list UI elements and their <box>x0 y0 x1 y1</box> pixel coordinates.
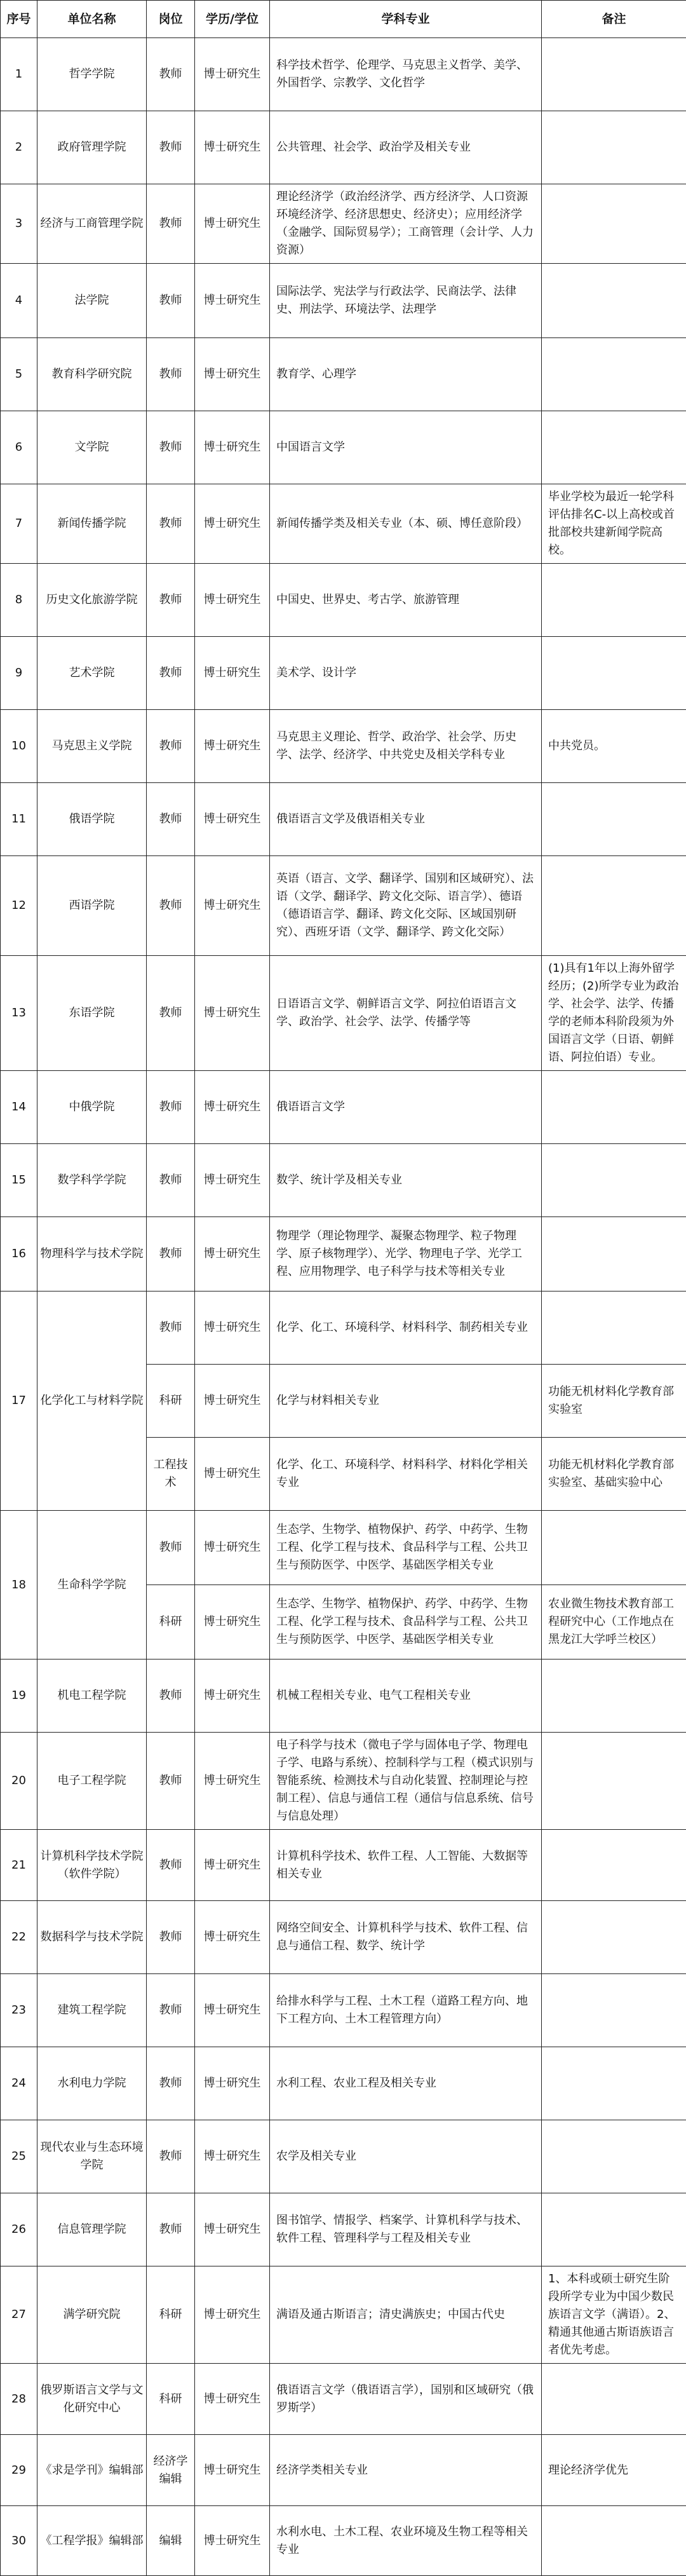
row-unit: 俄罗斯语言文学与文化研究中心 <box>37 2364 147 2435</box>
row-degree: 博士研究生 <box>195 2266 270 2364</box>
row-degree: 博士研究生 <box>195 264 270 338</box>
row-major: 理论经济学（政治经济学、西方经济学、人口资源环境经济学、经济思想史、经济史）；应用经济学（金融学、国际贸易学）；工商管理（会计学、人力资源） <box>270 184 542 264</box>
row-degree: 博士研究生 <box>195 1974 270 2047</box>
row-note <box>542 1901 686 1974</box>
row-no: 29 <box>1 2435 37 2506</box>
row-no: 8 <box>1 564 37 637</box>
row-note <box>542 1511 686 1585</box>
row-unit: 电子工程学院 <box>37 1733 147 1830</box>
row-no: 5 <box>1 338 37 411</box>
row-no: 6 <box>1 411 37 484</box>
row-no: 11 <box>1 783 37 856</box>
row-major: 给排水科学与工程、土木工程（道路工程方向、地下工程方向、土木工程管理方向） <box>270 1974 542 2047</box>
row-unit: 历史文化旅游学院 <box>37 564 147 637</box>
row-degree: 博士研究生 <box>195 411 270 484</box>
row-major: 电子科学与技术（微电子学与固体电子学、物理电子学、电路与系统）、控制科学与工程（模式识别与智能系统、检测技术与自动化装置、控制理论与控制工程）、信息与通信工程（通信与信息系统、信号与信息处理） <box>270 1733 542 1830</box>
row-no: 12 <box>1 856 37 956</box>
row-unit: 数据科学与技术学院 <box>37 1901 147 1974</box>
table-header-row <box>1 1 686 38</box>
table-row <box>1 564 686 637</box>
row-major: 化学、化工、环境科学、材料科学、制药相关专业 <box>270 1291 542 1365</box>
row-unit: 经济与工商管理学院 <box>37 184 147 264</box>
row-unit: 俄语学院 <box>37 783 147 856</box>
row-no: 21 <box>1 1830 37 1901</box>
row-post: 教师 <box>147 1974 195 2047</box>
row-major: 水利工程、农业工程及相关专业 <box>270 2047 542 2120</box>
row-no: 26 <box>1 2193 37 2266</box>
row-major: 化学与材料相关专业 <box>270 1365 542 1438</box>
row-post: 教师 <box>147 484 195 564</box>
row-note <box>542 338 686 411</box>
row-no: 18 <box>1 1511 37 1659</box>
row-unit: 机电工程学院 <box>37 1659 147 1733</box>
table-row <box>1 1071 686 1144</box>
row-no: 22 <box>1 1901 37 1974</box>
row-degree: 博士研究生 <box>195 484 270 564</box>
row-degree: 博士研究生 <box>195 1585 270 1659</box>
table-row <box>1 111 686 184</box>
row-post: 科研 <box>147 1365 195 1438</box>
row-degree: 博士研究生 <box>195 856 270 956</box>
row-degree: 博士研究生 <box>195 637 270 710</box>
row-unit: 政府管理学院 <box>37 111 147 184</box>
row-major: 英语（语言、文学、翻译学、国别和区域研究）、法语（文学、翻译学、跨文化交际、语言学）、德语（德语语言学、翻译、跨文化交际、区域国别研究）、西班牙语（文学、翻译学、跨文化交际） <box>270 856 542 956</box>
row-major: 马克思主义理论、哲学、政治学、社会学、历史学、法学、经济学、中共党史及相关学科专业 <box>270 710 542 783</box>
header-note: 备注 <box>542 1 686 38</box>
row-note <box>542 2193 686 2266</box>
row-post: 科研 <box>147 2266 195 2364</box>
header-unit: 单位名称 <box>37 1 147 38</box>
row-degree: 博士研究生 <box>195 2506 270 2576</box>
row-degree: 博士研究生 <box>195 2435 270 2506</box>
row-degree: 博士研究生 <box>195 1217 270 1291</box>
table-row <box>1 2193 686 2266</box>
table-row <box>1 1217 686 1291</box>
row-note <box>542 564 686 637</box>
row-no: 14 <box>1 1071 37 1144</box>
row-note <box>542 856 686 956</box>
row-note: 1、本科或硕士研究生阶段所学专业为中国少数民族语言文学（满语）。2、精通其他通古斯语族语言者优先考虑。 <box>542 2266 686 2364</box>
table-row <box>1 2435 686 2506</box>
row-major: 水利水电、土木工程、农业环境及生物工程等相关专业 <box>270 2506 542 2576</box>
row-degree: 博士研究生 <box>195 1511 270 1585</box>
row-major: 俄语语言文学（俄语语言学），国别和区域研究（俄罗斯学） <box>270 2364 542 2435</box>
row-no: 23 <box>1 1974 37 2047</box>
row-post: 教师 <box>147 1830 195 1901</box>
table-row <box>1 264 686 338</box>
row-note <box>542 1217 686 1291</box>
row-unit: 中俄学院 <box>37 1071 147 1144</box>
row-post: 科研 <box>147 1585 195 1659</box>
row-degree: 博士研究生 <box>195 38 270 111</box>
row-major: 机械工程相关专业、电气工程相关专业 <box>270 1659 542 1733</box>
row-major: 生态学、生物学、植物保护、药学、中药学、生物工程、化学工程与技术、食品科学与工程、公共卫生与预防医学、中医学、基础医学相关专业 <box>270 1585 542 1659</box>
row-no: 10 <box>1 710 37 783</box>
row-degree: 博士研究生 <box>195 2364 270 2435</box>
row-note: 毕业学校为最近一轮学科评估排名C-以上高校或首批部校共建新闻学院高校。 <box>542 484 686 564</box>
table-row <box>1 1144 686 1217</box>
row-major: 计算机科学技术、软件工程、人工智能、大数据等相关专业 <box>270 1830 542 1901</box>
row-no: 16 <box>1 1217 37 1291</box>
header-degree: 学历/学位 <box>195 1 270 38</box>
row-post: 教师 <box>147 338 195 411</box>
row-unit: 建筑工程学院 <box>37 1974 147 2047</box>
row-unit: 水利电力学院 <box>37 2047 147 2120</box>
row-unit: 计算机科学技术学院（软件学院） <box>37 1830 147 1901</box>
row-degree: 博士研究生 <box>195 783 270 856</box>
row-unit: 物理科学与技术学院 <box>37 1217 147 1291</box>
row-note <box>542 637 686 710</box>
row-no: 24 <box>1 2047 37 2120</box>
row-degree: 博士研究生 <box>195 2047 270 2120</box>
row-major: 美术学、设计学 <box>270 637 542 710</box>
row-no: 30 <box>1 2506 37 2576</box>
table-row <box>1 184 686 264</box>
row-post: 教师 <box>147 1511 195 1585</box>
row-post: 教师 <box>147 637 195 710</box>
row-degree: 博士研究生 <box>195 1071 270 1144</box>
row-note <box>542 2364 686 2435</box>
row-post: 教师 <box>147 111 195 184</box>
row-post: 教师 <box>147 264 195 338</box>
row-unit: 数学科学学院 <box>37 1144 147 1217</box>
row-post: 教师 <box>147 2120 195 2193</box>
row-post: 教师 <box>147 38 195 111</box>
row-unit: 《工程学报》编辑部 <box>37 2506 147 2576</box>
row-degree: 博士研究生 <box>195 1733 270 1830</box>
header-post: 岗位 <box>147 1 195 38</box>
row-degree: 博士研究生 <box>195 1365 270 1438</box>
row-major: 俄语语言文学及俄语相关专业 <box>270 783 542 856</box>
row-major: 科学技术哲学、伦理学、马克思主义哲学、美学、外国哲学、宗教学、文化哲学 <box>270 38 542 111</box>
row-no: 25 <box>1 2120 37 2193</box>
row-post: 教师 <box>147 1901 195 1974</box>
row-unit: 生命科学学院 <box>37 1511 147 1659</box>
table-row <box>1 710 686 783</box>
row-post: 教师 <box>147 564 195 637</box>
row-degree: 博士研究生 <box>195 2120 270 2193</box>
row-unit: 满学研究院 <box>37 2266 147 2364</box>
row-unit: 新闻传播学院 <box>37 484 147 564</box>
row-major: 物理学（理论物理学、凝聚态物理学、粒子物理学、原子核物理学）、光学、物理电子学、光学工程、应用物理学、电子科学与技术等相关专业 <box>270 1217 542 1291</box>
row-degree: 博士研究生 <box>195 564 270 637</box>
row-degree: 博士研究生 <box>195 111 270 184</box>
row-major: 图书馆学、情报学、档案学、计算机科学与技术、软件工程、管理科学与工程及相关专业 <box>270 2193 542 2266</box>
row-unit: 现代农业与生态环境学院 <box>37 2120 147 2193</box>
table-row <box>1 2120 686 2193</box>
row-post: 经济学编辑 <box>147 2435 195 2506</box>
row-unit: 马克思主义学院 <box>37 710 147 783</box>
row-degree: 博士研究生 <box>195 956 270 1071</box>
row-note <box>542 2506 686 2576</box>
row-note <box>542 411 686 484</box>
row-degree: 博士研究生 <box>195 338 270 411</box>
row-major: 中国语言文学 <box>270 411 542 484</box>
table-row <box>1 1901 686 1974</box>
row-unit: 法学院 <box>37 264 147 338</box>
row-note <box>542 1291 686 1365</box>
table-row <box>1 38 686 111</box>
row-post: 教师 <box>147 1733 195 1830</box>
row-note <box>542 1659 686 1733</box>
row-post: 教师 <box>147 783 195 856</box>
row-degree: 博士研究生 <box>195 1659 270 1733</box>
row-note: 中共党员。 <box>542 710 686 783</box>
row-degree: 博士研究生 <box>195 1830 270 1901</box>
table-row <box>1 1830 686 1901</box>
row-no: 7 <box>1 484 37 564</box>
table-row <box>1 1733 686 1830</box>
row-post: 科研 <box>147 2364 195 2435</box>
row-note <box>542 184 686 264</box>
row-post: 教师 <box>147 1144 195 1217</box>
row-note <box>542 111 686 184</box>
table-row <box>1 1511 686 1585</box>
table-row <box>1 2364 686 2435</box>
table-row <box>1 1659 686 1733</box>
table-row <box>1 637 686 710</box>
row-no: 20 <box>1 1733 37 1830</box>
row-major: 化学、化工、环境科学、材料科学、材料化学相关专业 <box>270 1438 542 1511</box>
row-no: 1 <box>1 38 37 111</box>
row-unit: 西语学院 <box>37 856 147 956</box>
table-row <box>1 1974 686 2047</box>
row-no: 15 <box>1 1144 37 1217</box>
table-row <box>1 484 686 564</box>
row-major: 教育学、心理学 <box>270 338 542 411</box>
row-degree: 博士研究生 <box>195 1901 270 1974</box>
row-no: 13 <box>1 956 37 1071</box>
row-post: 编辑 <box>147 2506 195 2576</box>
row-note <box>542 1071 686 1144</box>
row-major: 俄语语言文学 <box>270 1071 542 1144</box>
row-post: 教师 <box>147 1071 195 1144</box>
row-major: 农学及相关专业 <box>270 2120 542 2193</box>
row-no: 9 <box>1 637 37 710</box>
row-note <box>542 2120 686 2193</box>
row-post: 教师 <box>147 184 195 264</box>
row-post: 教师 <box>147 710 195 783</box>
row-unit: 信息管理学院 <box>37 2193 147 2266</box>
row-no: 19 <box>1 1659 37 1733</box>
table-row <box>1 1291 686 1365</box>
row-post: 教师 <box>147 411 195 484</box>
row-unit: 教育科学研究院 <box>37 338 147 411</box>
row-note: 理论经济学优先 <box>542 2435 686 2506</box>
row-major: 网络空间安全、计算机科学与技术、软件工程、信息与通信工程、数学、统计学 <box>270 1901 542 1974</box>
row-major: 数学、统计学及相关专业 <box>270 1144 542 1217</box>
table-row <box>1 2506 686 2576</box>
row-unit: 哲学学院 <box>37 38 147 111</box>
row-post: 教师 <box>147 956 195 1071</box>
row-major: 中国史、世界史、考古学、旅游管理 <box>270 564 542 637</box>
table-row <box>1 856 686 956</box>
table-row <box>1 2047 686 2120</box>
row-post: 教师 <box>147 2047 195 2120</box>
table-row <box>1 338 686 411</box>
row-major: 新闻传播学类及相关专业（本、硕、博任意阶段） <box>270 484 542 564</box>
row-major: 满语及通古斯语言；清史满族史；中国古代史 <box>270 2266 542 2364</box>
row-note <box>542 1733 686 1830</box>
row-no: 28 <box>1 2364 37 2435</box>
row-unit: 文学院 <box>37 411 147 484</box>
row-note: 功能无机材料化学教育部实验室、基础实验中心 <box>542 1438 686 1511</box>
row-post: 教师 <box>147 856 195 956</box>
row-unit: 《求是学刊》编辑部 <box>37 2435 147 2506</box>
row-degree: 博士研究生 <box>195 2193 270 2266</box>
row-no: 4 <box>1 264 37 338</box>
table-row <box>1 783 686 856</box>
row-degree: 博士研究生 <box>195 710 270 783</box>
row-major: 公共管理、社会学、政治学及相关专业 <box>270 111 542 184</box>
row-note <box>542 1830 686 1901</box>
row-unit: 东语学院 <box>37 956 147 1071</box>
row-note: (1)具有1年以上海外留学经历；(2)所学专业为政治学、社会学、法学、传播学的老师本科阶段须为外国语言文学（日语、朝鲜语、阿拉伯语）专业。 <box>542 956 686 1071</box>
table-row <box>1 956 686 1071</box>
row-major: 经济学类相关专业 <box>270 2435 542 2506</box>
row-note <box>542 1974 686 2047</box>
row-note: 农业微生物技术教育部工程研究中心（工作地点在黑龙江大学呼兰校区） <box>542 1585 686 1659</box>
row-note <box>542 2047 686 2120</box>
row-major: 国际法学、宪法学与行政法学、民商法学、法律史、刑法学、环境法学、法理学 <box>270 264 542 338</box>
row-no: 27 <box>1 2266 37 2364</box>
row-post: 教师 <box>147 1659 195 1733</box>
header-no: 序号 <box>1 1 37 38</box>
row-no: 2 <box>1 111 37 184</box>
row-unit: 艺术学院 <box>37 637 147 710</box>
row-note <box>542 38 686 111</box>
row-note <box>542 1144 686 1217</box>
row-major: 日语语言文学、朝鲜语言文学、阿拉伯语语言文学、政治学、社会学、法学、传播学等 <box>270 956 542 1071</box>
row-post: 教师 <box>147 2193 195 2266</box>
row-no: 3 <box>1 184 37 264</box>
row-unit: 化学化工与材料学院 <box>37 1291 147 1511</box>
row-major: 生态学、生物学、植物保护、药学、中药学、生物工程、化学工程与技术、食品科学与工程、公共卫生与预防医学、中医学、基础医学相关专业 <box>270 1511 542 1585</box>
row-note: 功能无机材料化学教育部实验室 <box>542 1365 686 1438</box>
table-row <box>1 2266 686 2364</box>
row-post: 教师 <box>147 1291 195 1365</box>
row-post: 教师 <box>147 1217 195 1291</box>
row-degree: 博士研究生 <box>195 1144 270 1217</box>
row-degree: 博士研究生 <box>195 1291 270 1365</box>
table-row <box>1 411 686 484</box>
row-no: 17 <box>1 1291 37 1511</box>
row-note <box>542 783 686 856</box>
row-post: 工程技术 <box>147 1438 195 1511</box>
row-degree: 博士研究生 <box>195 1438 270 1511</box>
row-degree: 博士研究生 <box>195 184 270 264</box>
row-note <box>542 264 686 338</box>
header-major: 学科专业 <box>270 1 542 38</box>
